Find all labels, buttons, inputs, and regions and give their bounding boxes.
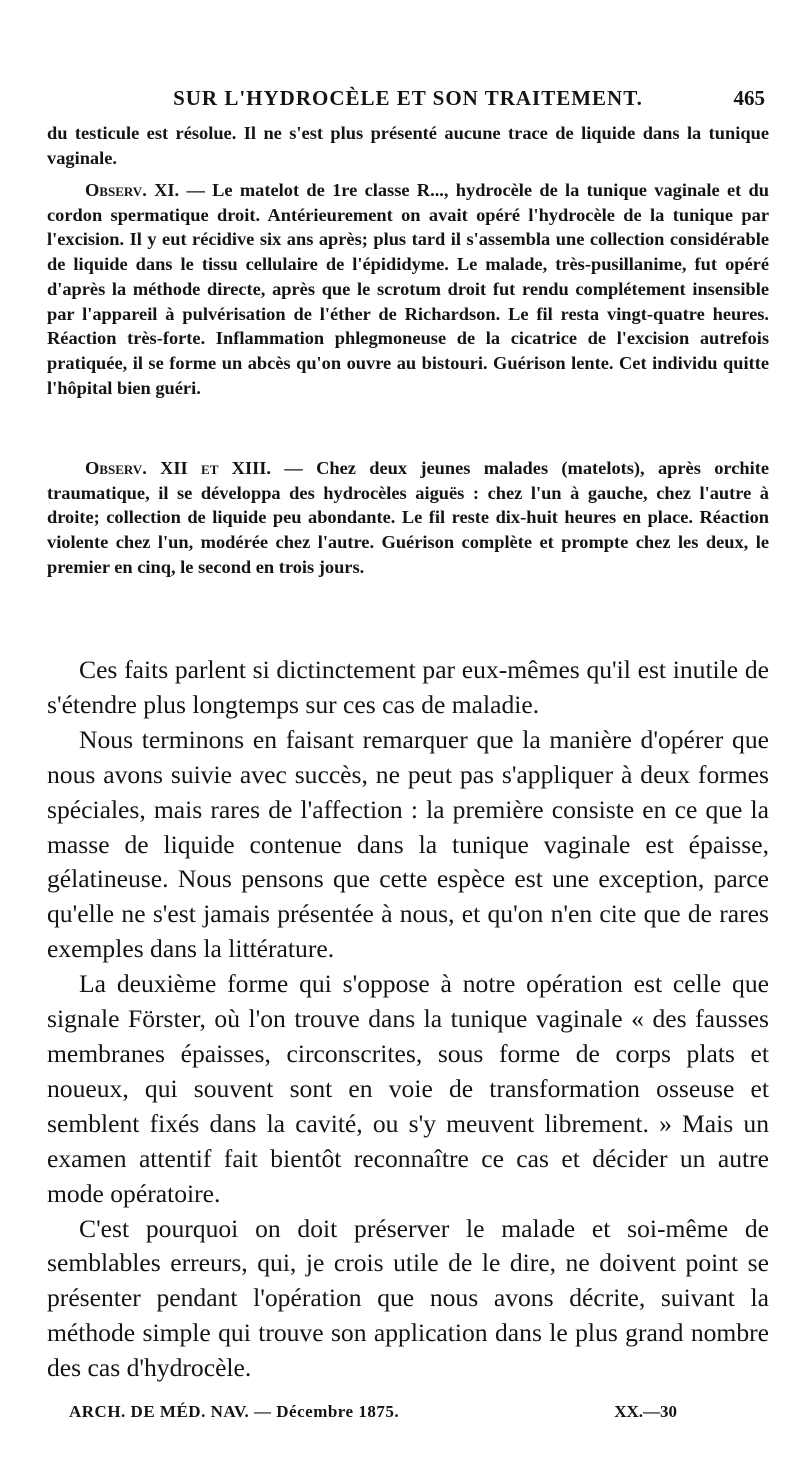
paragraph-1: du testicule est résolue. Il ne s'est plus présenté aucune trace de liquide dans la tunique vaginale. [47, 123, 769, 168]
paragraph-7: C'est pourquoi on doit préserver le malade et soi-même de semblables erreurs, qui, je crois utile de le dire, ne doivent point se présenter pendant l'opération que nous avons décrite, suivant la méthode simple qui trouve son application dans le plus grand nombre des cas d'hydrocèle. [47, 1213, 769, 1383]
main-text [47, 653, 769, 1386]
running-title: SUR L'HYDROCÈLE ET SON TRAITEMENT. [173, 86, 643, 110]
paragraph-continuation [47, 121, 769, 170]
footer-journal: ARCH. DE MÉD. NAV. — Décembre 1875. [69, 1402, 400, 1421]
footer-signature: XX.—30 [614, 1402, 677, 1421]
observation-11-paragraph [47, 178, 769, 400]
observation-12-label: Observ. XII et XIII. [85, 458, 272, 478]
page-number: 465 [733, 86, 765, 110]
observation-11-label: Observ. XI. [85, 180, 180, 200]
observation-11-text: — Le matelot de 1re classe R..., hydrocèle de la tunique vaginale et du cordon spermatique droit. Antérieurement on avait opéré l'hydrocèle de la tunique par l'excision. Il y eut récidive six ans après; plus tard il s'assembla une collection considérable de liquide dans le tissu cellulaire de l'épididyme. Le malade, très-pusillanime, fut opéré d'après la méthode directe, après que le scrotum droit fut rendu complétement insensible par l'appareil à pulvérisation de l'éther de Richardson. Le fil resta vingt-quatre heures. Réaction très-forte. Inflammation phlegmoneuse de la cicatrice de l'excision autrefois pratiquée, il se forme un abcès qu'on ouvre au bistouri. Guérison lente. Cet individu quitte l'hôpital bien guéri. [47, 180, 769, 398]
paragraph-6: La deuxième forme qui s'oppose à notre opération est celle que signale Förster, où l'on trouve dans la tunique vaginale « des fausses membranes épaisses, circonscrites, sous forme de corps plats et noueux, qui souvent sont en voie de transformation osseuse et semblent fixés dans la cavité, ou s'y meuvent librement. » Mais un examen attentif fait bientôt reconnaître ce cas et décider un autre mode opératoire. [47, 969, 769, 1208]
observation-12-paragraph [47, 456, 769, 580]
observation-12-13 [47, 456, 769, 580]
observation-11 [47, 178, 769, 400]
document-page [47, 0, 769, 1471]
paragraph-5: Nous terminons en faisant remarquer que la manière d'opérer que nous avons suivie avec succès, ne peut pas s'appliquer à deux formes spéciales, mais rares de l'affection : la première consiste en ce que la masse de liquide contenue dans la tunique vaginale est épaisse, gélatineuse. Nous pensons que cette espèce est une exception, parce qu'elle ne s'est jamais présentée à nous, et qu'on n'en cite que de rares exemples dans la littérature. [47, 724, 769, 964]
running-head [47, 86, 769, 116]
paragraph-4: Ces faits parlent si dictinctement par eux-mêmes qu'il est inutile de s'étendre plus longtemps sur ces cas de maladie. [47, 655, 769, 719]
observation-12-text: — Chez deux jeunes malades (matelots), après orchite traumatique, il se développa des hydrocèles aiguës : chez l'un à gauche, chez l'autre à droite; collection de liquide peu abondante. Le fil reste dix-huit heures en place. Réaction violente chez l'un, modérée chez l'autre. Guérison complète et prompte chez les deux, le premier en cinq, le second en trois jours. [47, 458, 770, 577]
